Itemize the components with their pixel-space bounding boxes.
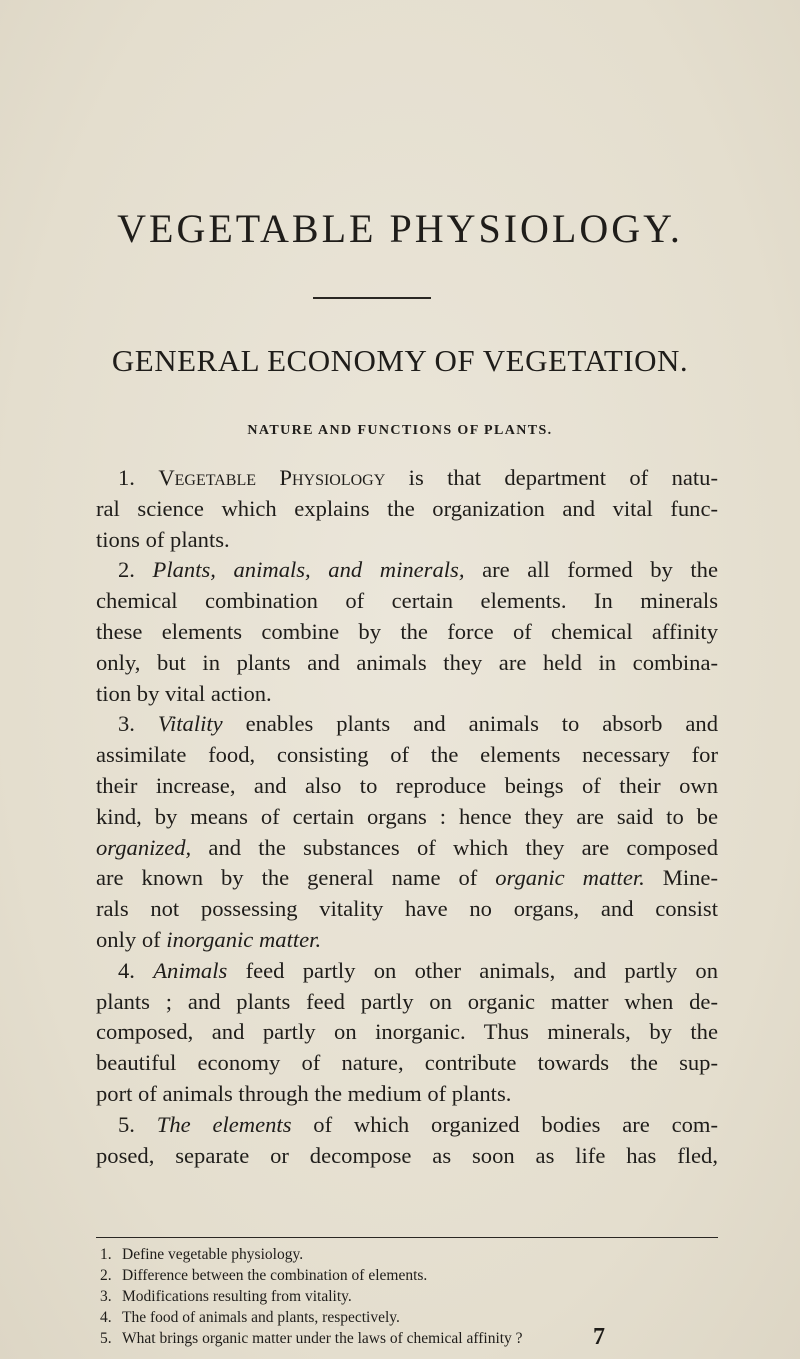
question-text: The food of animals and plants, respectively. bbox=[122, 1309, 400, 1326]
body-text bbox=[96, 463, 718, 1171]
question-item bbox=[100, 1307, 722, 1328]
question-number: 3. bbox=[100, 1288, 112, 1305]
paragraph-4-line: beautiful economy of nature, contribute towards the sup- bbox=[96, 1050, 718, 1076]
text-run: and the substances of which they are composed bbox=[191, 834, 718, 860]
paragraph-3-line bbox=[96, 833, 718, 864]
paragraph-5-line bbox=[96, 1110, 718, 1141]
question-item bbox=[100, 1286, 722, 1307]
paragraph-2-line: only, but in plants and animals they are held in combina- bbox=[96, 649, 718, 675]
question-number: 5. bbox=[100, 1330, 112, 1347]
paragraph-2-line: tion by vital action. bbox=[96, 680, 272, 706]
paragraph-number: 3. bbox=[118, 711, 158, 737]
paragraph-3-line: rals not possessing vitality have no organs, and consist bbox=[96, 896, 718, 922]
question-item bbox=[100, 1244, 722, 1265]
paragraph-2-line: these elements combine by the force of chemical affinity bbox=[96, 618, 718, 644]
italic-term: inorganic matter. bbox=[166, 926, 322, 952]
text-run: only of bbox=[96, 926, 167, 952]
paragraph-4-line: composed, and partly on inorganic. Thus minerals, by the bbox=[96, 1019, 718, 1045]
paragraph-term: Animals bbox=[153, 957, 228, 983]
paragraph-1-line bbox=[96, 463, 718, 494]
chapter-subheading: NATURE AND FUNCTIONS OF PLANTS. bbox=[247, 423, 553, 438]
question-item bbox=[100, 1328, 722, 1349]
paragraph-5-line: posed, separate or decompose as soon as life has fled, bbox=[96, 1142, 718, 1168]
text-run: of which organized bodies are com- bbox=[291, 1111, 718, 1137]
paragraph-1-line: ral science which explains the organization and vital func- bbox=[96, 495, 718, 521]
question-text: Modifications resulting from vitality. bbox=[122, 1288, 352, 1305]
paragraph-number: 1. bbox=[118, 465, 159, 490]
paragraph-term: Vegetable Physiology bbox=[158, 465, 386, 490]
page-title: VEGETABLE PHYSIOLOGY. bbox=[117, 206, 683, 251]
paragraph-3-line bbox=[96, 925, 718, 956]
question-number: 1. bbox=[100, 1246, 112, 1263]
paragraph-number: 4. bbox=[118, 957, 154, 983]
text-run: Mine- bbox=[644, 865, 718, 891]
italic-term: organized, bbox=[96, 834, 192, 860]
question-text: Difference between the combination of elements. bbox=[122, 1267, 428, 1284]
paragraph-4-line: plants ; and plants feed partly on organic matter when de- bbox=[96, 988, 718, 1014]
paragraph-3-line bbox=[96, 709, 718, 740]
paragraph-number: 5. bbox=[118, 1111, 157, 1137]
paragraph-term: Vitality bbox=[157, 711, 223, 737]
study-questions bbox=[100, 1244, 722, 1349]
paragraph-4-line bbox=[96, 956, 718, 987]
question-number: 2. bbox=[100, 1267, 112, 1284]
footnote-divider bbox=[96, 1237, 718, 1238]
question-number: 4. bbox=[100, 1309, 112, 1326]
question-text: Define vegetable physiology. bbox=[122, 1246, 304, 1263]
question-item bbox=[100, 1265, 722, 1286]
paragraph-term: Plants, animals, and minerals, bbox=[152, 557, 465, 583]
title-divider bbox=[313, 297, 431, 299]
text-run: is that department of natu- bbox=[385, 465, 718, 490]
paragraph-3-line: their increase, and also to reproduce beings of their own bbox=[96, 772, 718, 798]
paragraph-2-line: chemical combination of certain elements. In minerals bbox=[96, 588, 718, 614]
paragraph-3-line bbox=[96, 863, 718, 894]
text-run: are known by the general name of bbox=[96, 865, 496, 891]
text-run: feed partly on other animals, and partly on bbox=[227, 957, 719, 983]
text-run: enables plants and animals to absorb and bbox=[222, 711, 718, 737]
paragraph-1-line: tions of plants. bbox=[96, 526, 230, 552]
paragraph-2-line bbox=[96, 555, 718, 586]
question-text: What brings organic matter under the laws of chemical affinity ? bbox=[122, 1330, 523, 1347]
italic-term: organic matter. bbox=[495, 865, 645, 891]
page-number: 7 bbox=[593, 1324, 605, 1350]
paragraph-3-line: kind, by means of certain organs : hence they are said to be bbox=[96, 803, 718, 829]
section-heading: GENERAL ECONOMY OF VEGETATION. bbox=[111, 343, 689, 378]
paragraph-term: The elements bbox=[156, 1111, 292, 1137]
text-run: are all formed by the bbox=[464, 557, 718, 583]
paragraph-4-line: port of animals through the medium of plants. bbox=[96, 1080, 512, 1106]
paragraph-number: 2. bbox=[118, 557, 153, 583]
paragraph-3-line: assimilate food, consisting of the elements necessary for bbox=[96, 742, 718, 768]
